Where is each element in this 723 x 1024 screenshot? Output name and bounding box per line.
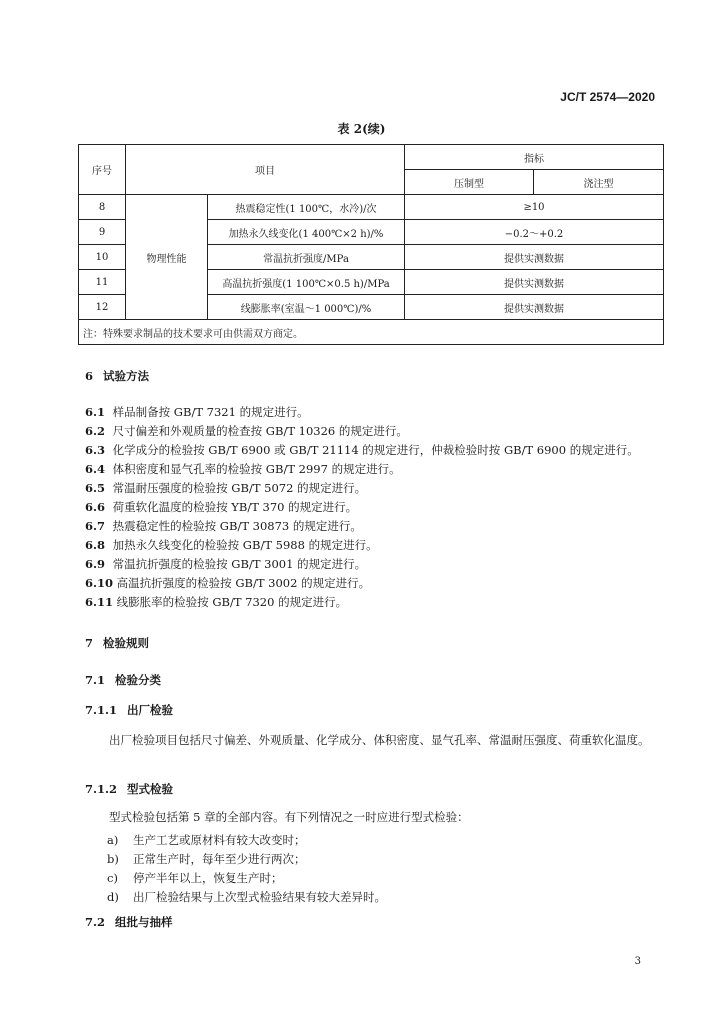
row-item: 热震稳定性(1 100℃，水冷)/次 [208,195,405,220]
header-seq: 序号 [79,145,126,195]
page-number: 3 [634,956,641,967]
clause-6-5: 6.5 常温耐压强度的检验按 GB/T 5072 的规定进行。 [85,481,367,495]
section-6-heading [85,368,149,384]
section-title: 检验规则 [103,636,150,650]
row-value: 提供实测数据 [405,270,664,295]
clause-7-2-heading: 7.2 组批与抽样 [85,915,173,929]
clause-6-3: 6.3 化学成分的检验按 GB/T 6900 或 GB/T 21114 的规定进行，仲裁检验时按 GB/T 6900 的规定进行。 [85,443,639,457]
list-item-d: d) 出厂检验结果与上次型式检验结果有较大差异时。 [107,890,386,904]
clause-7-1-2-heading: 7.1.2 型式检验 [85,782,174,796]
row-item: 线膨胀率(室温～1 000℃)/% [208,295,405,320]
table-note-row [79,320,664,345]
header-pressed: 压制型 [405,170,534,195]
header-indicator: 指标 [405,145,664,170]
clause-6-1: 6.1 样品制备按 GB/T 7321 的规定进行。 [85,405,309,419]
row-number: 10 [79,245,126,270]
clause-6-4: 6.4 体积密度和显气孔率的检验按 GB/T 2997 的规定进行。 [85,462,401,476]
row-number: 9 [79,220,126,245]
row-value: ≥10 [405,195,664,220]
clause-6-11: 6.11 线膨胀率的检验按 GB/T 7320 的规定进行。 [85,595,348,609]
table-header-row [79,145,664,170]
row-item: 常温抗折强度/MPa [208,245,405,270]
list-item-b: b) 正常生产时，每年至少进行两次； [107,852,306,866]
clause-6-7: 6.7 热震稳定性的检验按 GB/T 30873 的规定进行。 [85,519,362,533]
section-7-heading [85,635,149,651]
table-caption: 表 2(续) [337,122,386,136]
clause-6-6: 6.6 荷重软化温度的检验按 YB/T 370 的规定进行。 [85,500,358,514]
header-cast: 浇注型 [534,170,664,195]
table-note: 注：特殊要求制品的技术要求可由供需双方商定。 [79,320,664,345]
clause-7-1-2-intro: 型式检验包括第 5 章的全部内容。有下列情况之一时应进行型式检验： [109,810,469,824]
row-item: 加热永久线变化(1 400℃×2 h)/% [208,220,405,245]
clause-6-2: 6.2 尺寸偏差和外观质量的检查按 GB/T 10326 的规定进行。 [85,424,408,438]
clause-7-1-1-text: 出厂检验项目包括尺寸偏差、外观质量、化学成分、体积密度、显气孔率、常温耐压强度、荷重软化温度。 [109,733,650,747]
section-number: 7 [85,636,94,650]
row-value: 提供实测数据 [405,245,664,270]
clause-6-9: 6.9 常温抗折强度的检验按 GB/T 3001 的规定进行。 [85,557,367,571]
clause-6-8: 6.8 加热永久线变化的检验按 GB/T 5988 的规定进行。 [85,538,378,552]
row-number: 11 [79,270,126,295]
table-row [79,195,664,220]
list-item-a: a) 生产工艺或原材料有较大改变时； [107,833,306,847]
clause-6-10: 6.10 高温抗折强度的检验按 GB/T 3002 的规定进行。 [85,576,371,590]
clause-7-1-heading: 7.1 检验分类 [85,673,162,687]
header-item: 项目 [126,145,405,195]
section-title: 试验方法 [103,369,150,383]
spec-table [78,144,664,345]
row-value: 提供实测数据 [405,295,664,320]
section-number: 6 [85,369,94,383]
clause-7-1-1-heading: 7.1.1 出厂检验 [85,703,174,717]
document-code: JC/T 2574—2020 [560,90,655,104]
row-item: 高温抗折强度(1 100℃×0.5 h)/MPa [208,270,405,295]
row-value: −0.2～+0.2 [405,220,664,245]
list-item-c: c) 停产半年以上，恢复生产时； [107,871,283,885]
row-number: 8 [79,195,126,220]
row-number: 12 [79,295,126,320]
group-label: 物理性能 [126,195,208,320]
